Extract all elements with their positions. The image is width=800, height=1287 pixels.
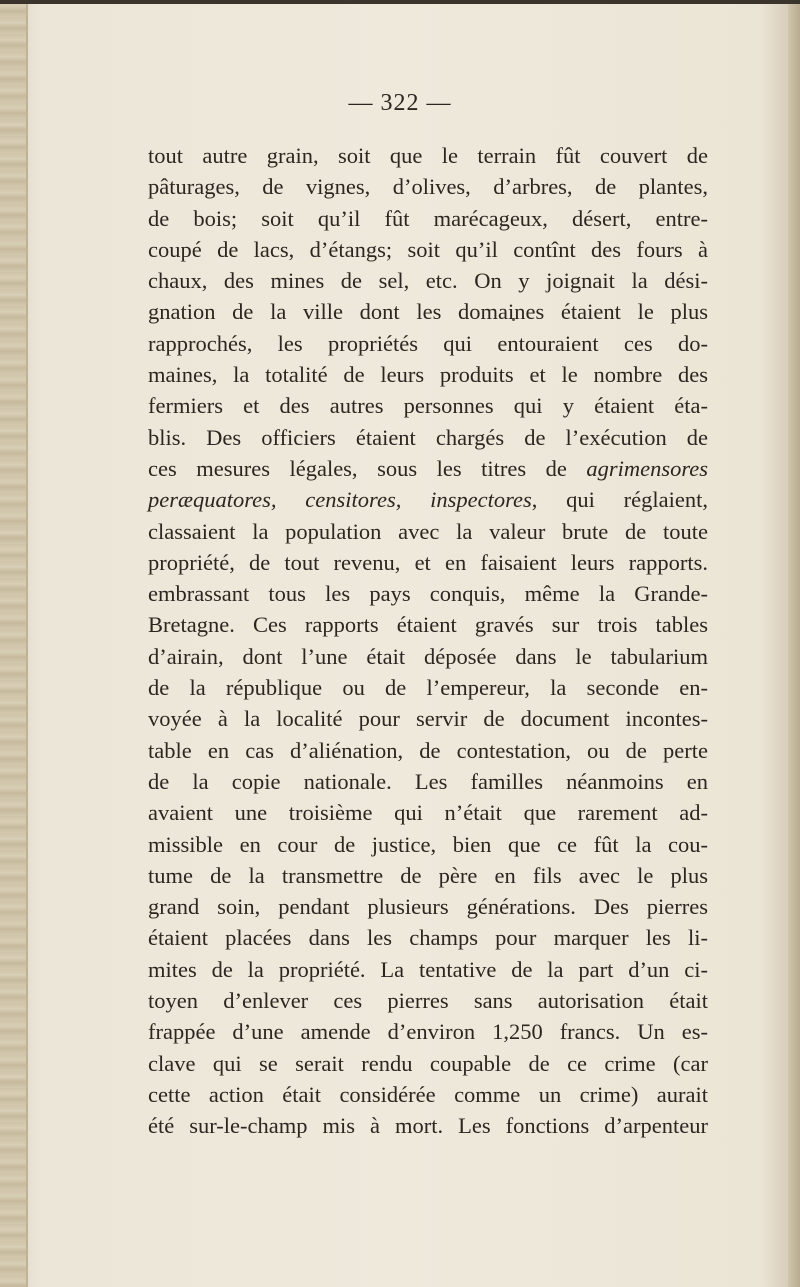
line-text: tout autre grain, soit que le terrain fût couvert de (148, 143, 708, 168)
text-line (148, 203, 708, 234)
text-line (148, 140, 708, 171)
top-edge-rule (0, 0, 800, 4)
text-line (148, 672, 708, 703)
text-line (148, 516, 708, 547)
text-line (148, 171, 708, 202)
line-text: chaux, des mines de sel, etc. On y joignait la dési- (148, 268, 708, 294)
line-text: gnation de la ville dont les domaines étaient le plus (148, 299, 708, 325)
text-line (148, 1110, 708, 1141)
text-line (148, 1048, 708, 1079)
line-text: étaient placées dans les champs pour marquer les li- (148, 925, 708, 951)
page-number-header: — 322 — (348, 90, 452, 116)
line-text: missible en cour de justice, bien que ce fût la cou- (148, 831, 708, 857)
text-line (148, 829, 708, 860)
line-text: été sur-le-champ mis à mort. Les fonctions d’arpenteur (148, 1113, 708, 1139)
line-text: grand soin, pendant plusieurs générations. Des pierres (148, 894, 708, 920)
text-line (148, 359, 708, 390)
text-line (148, 265, 708, 296)
line-text: voyée à la localité pour servir de document incontes- (148, 706, 708, 732)
text-line (148, 453, 708, 484)
text-line (148, 578, 708, 609)
text-line (148, 735, 708, 766)
line-text: maines, la totalité de leurs produits et le nombre des (148, 362, 708, 388)
line-text: fermiers et des autres personnes qui y étaient éta- (148, 393, 708, 419)
text-line (148, 766, 708, 797)
line-text: blis. Des officiers étaient chargés de l’exécution de (148, 424, 708, 450)
line-text: frappée d’une amende d’environ 1,250 francs. Un es- (148, 1019, 708, 1045)
line-text: avaient une troisième qui n’était que rarement ad- (148, 800, 708, 826)
line-text: coupé de lacs, d’étangs; soit qu’il contînt des fours à (148, 236, 708, 262)
text-line (148, 296, 708, 327)
line-text: cette action était considérée comme un crime) aurait (148, 1081, 708, 1107)
line-text: , qui réglaient, (531, 487, 708, 513)
text-line (148, 703, 708, 734)
line-text: propriété, de tout revenu, et en faisaient leurs rapports. (148, 549, 708, 575)
text-line (148, 609, 708, 640)
line-text: table en cas d’aliénation, de contestation, ou de perte (148, 737, 708, 763)
line-text: de la république ou de l’empereur, la seconde en- (148, 675, 708, 701)
body-text (148, 140, 708, 1142)
binding-gutter-left (0, 0, 28, 1287)
text-line (148, 985, 708, 1016)
line-text: ces mesures légales, sous les titres de (148, 455, 587, 481)
text-line (148, 1079, 708, 1110)
line-text: de bois; soit qu’il fût marécageux, désert, entre- (148, 205, 708, 231)
text-line (148, 328, 708, 359)
line-text: clave qui se serait rendu coupable de ce crime (car (148, 1050, 708, 1076)
text-line (148, 891, 708, 922)
text-line (148, 484, 708, 515)
line-text: tume de la transmettre de père en fils avec le plus (148, 862, 708, 888)
text-line (148, 954, 708, 985)
line-text: classaient la population avec la valeur brute de toute (148, 518, 708, 544)
line-text: Bretagne. Ces rapports étaient gravés sur trois tables (148, 612, 708, 638)
text-line (148, 547, 708, 578)
line-text: mites de la propriété. La tentative de la part d’un ci- (148, 956, 708, 982)
text-line (148, 1016, 708, 1047)
text-line (148, 422, 708, 453)
line-text: d’airain, dont l’une était déposée dans le tabularium (148, 643, 708, 669)
italic-term: peræquatores, censitores, inspectores (148, 487, 532, 513)
text-line (148, 860, 708, 891)
line-text: toyen d’enlever ces pierres sans autorisation était (148, 988, 708, 1014)
line-text: pâturages, de vignes, d’olives, d’arbres, de plantes, (148, 174, 708, 200)
line-text: embrassant tous les pays conquis, même la Grande- (148, 581, 708, 607)
text-line (148, 390, 708, 421)
line-text: de la copie nationale. Les familles néanmoins en (148, 768, 708, 794)
text-line (148, 234, 708, 265)
italic-term: agrimensores (586, 455, 708, 481)
page-edge-right (788, 0, 800, 1287)
text-line (148, 922, 708, 953)
text-line (148, 797, 708, 828)
line-text: rapprochés, les propriétés qui entouraient ces do- (148, 330, 708, 356)
text-line (148, 641, 708, 672)
